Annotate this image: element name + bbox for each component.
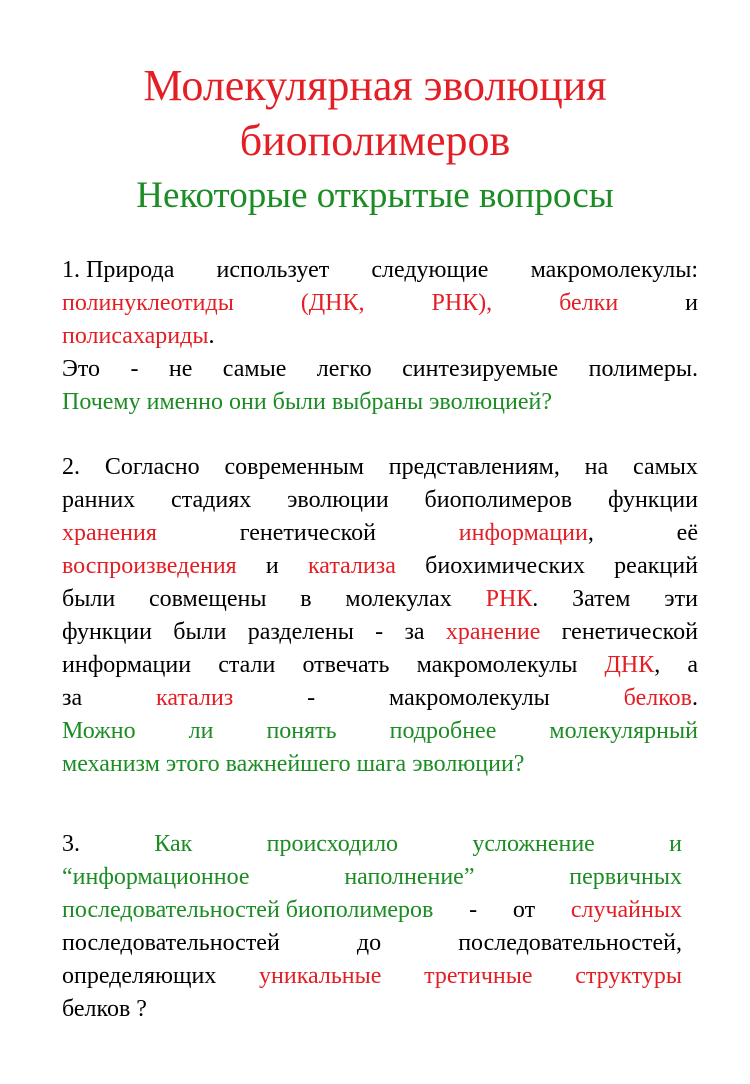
q2-line-4: воспроизведения и катализа биохимических реакций xyxy=(62,553,698,579)
q3-line-1: 3. Как происходило усложнение и xyxy=(62,831,682,857)
q3-line-5: определяющих уникальные третичные структуры xyxy=(62,963,682,989)
q1-line-2: полинуклеотиды (ДНК, РНК), белки и xyxy=(62,290,698,316)
title-line-2: биополимеров xyxy=(239,116,511,165)
title-line-1: Молекулярная эволюция xyxy=(143,61,607,110)
q3-line-4: последовательностей до последовательностей, xyxy=(62,930,682,956)
q1-line-3: полисахариды. xyxy=(62,323,215,349)
q2-line-8: за катализ - макромолекулы белков. xyxy=(62,685,698,711)
q2-question-line-1: Можно ли понять подробнее молекулярный xyxy=(62,718,698,744)
q1-line-1: 1. Природа использует следующие макромолекулы: xyxy=(62,257,698,283)
q2-line-7: информации стали отвечать макромолекулы ДНК, а xyxy=(62,652,698,678)
q1-line-4: Это - не самые легко синтезируемые полимеры. xyxy=(62,356,698,382)
q2-line-1: 2. Согласно современным представлениям, на самых xyxy=(62,454,698,480)
q2-line-5: были совмещены в молекулах РНК. Затем эти xyxy=(62,586,698,612)
q3-line-3: последовательностей биополимеров - от случайных xyxy=(62,897,682,923)
q1-question: Почему именно они были выбраны эволюцией? xyxy=(62,389,553,415)
q2-line-3: хранения генетической информации, её xyxy=(62,520,698,546)
q2-question-line-2: механизм этого важнейшего шага эволюции? xyxy=(62,751,525,777)
q2-line-6: функции были разделены - за хранение генетической xyxy=(62,619,698,645)
subtitle: Некоторые открытые вопросы xyxy=(136,175,614,216)
q2-line-2: ранних стадиях эволюции биополимеров функции xyxy=(62,487,698,513)
q3-line-6: белков ? xyxy=(62,996,147,1022)
q3-line-2: “информационное наполнение” первичных xyxy=(62,864,682,890)
